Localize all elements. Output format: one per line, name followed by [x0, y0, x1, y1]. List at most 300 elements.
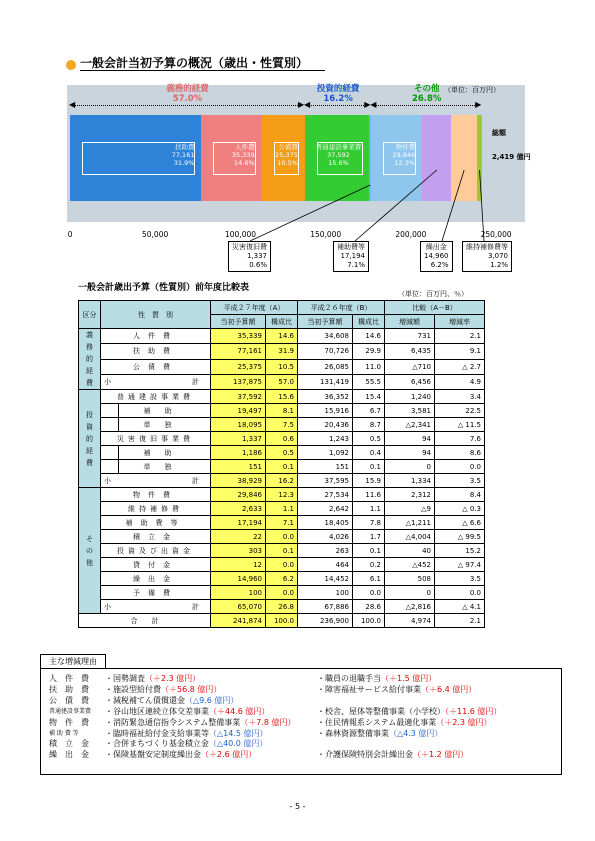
cell-value: 6,456 [385, 374, 435, 389]
cell-value: 40 [385, 544, 435, 558]
group-label: 投資的経費 [79, 390, 101, 488]
cell-value: 12 [211, 558, 266, 572]
table-row [79, 530, 485, 544]
reason-item: ・消防緊急通信指令システム整備事業 [105, 717, 241, 727]
table-row [79, 359, 485, 374]
total-value: 100.0 [353, 614, 385, 628]
row-label: 単独 [119, 460, 211, 474]
cell-value: 8.7 [353, 418, 385, 432]
indent-cell [101, 446, 119, 460]
header-seishitsu: 性 質 別 [101, 301, 211, 329]
cell-value: 0.0 [435, 460, 485, 474]
reason-text [105, 695, 238, 706]
reason-text [105, 717, 295, 728]
callout-pct: 6.2% [430, 261, 449, 269]
cell-value: 100 [298, 586, 353, 600]
cell-value: 15.2 [435, 544, 485, 558]
cell-value: 10.5 [266, 359, 298, 374]
cell-value: 9.1 [435, 344, 485, 359]
cell-value: 151 [211, 460, 266, 474]
cell-value: 731 [385, 329, 435, 344]
cell-value: 4.9 [435, 374, 485, 389]
table-row [79, 600, 485, 614]
cell-value: 0.0 [435, 586, 485, 600]
cell-value: 37,595 [298, 474, 353, 488]
cell-value: 303 [211, 544, 266, 558]
reason-item: ・臨時福祉給付金支給事業等 [105, 728, 209, 738]
table-row [79, 460, 485, 474]
total-value: 2.1 [435, 614, 485, 628]
cell-value: 3,581 [385, 404, 435, 418]
segment-name: 人件費 [235, 143, 255, 151]
leader-line-3 [480, 170, 484, 241]
callout-value: 17,194 [340, 252, 365, 260]
cell-value: 6.7 [353, 404, 385, 418]
table-row [79, 446, 485, 460]
leader-line-1 [355, 170, 437, 241]
cell-value: 28.6 [353, 600, 385, 614]
reason-text-right [317, 749, 468, 760]
cell-value: △2,816 [385, 600, 435, 614]
cell-value: 15.4 [353, 390, 385, 404]
reason-item: ・谷山地区連続立体交差事業 [105, 706, 209, 716]
cell-value: 27,534 [298, 488, 353, 502]
reason-amount: （△9.6 億円） [185, 695, 239, 705]
x-tick-label-4: 200,000 [395, 230, 427, 239]
cell-value: 20,436 [298, 418, 353, 432]
reason-amount: （△14.5 億円） [209, 728, 268, 738]
cell-value: 2,642 [298, 502, 353, 516]
total-row [79, 614, 485, 628]
reason-item: ・国勢調査 [105, 674, 145, 683]
cell-value: 0.4 [353, 446, 385, 460]
cell-value: 19,497 [211, 404, 266, 418]
row-label: 小計 [101, 600, 211, 614]
cell-value: 36,352 [298, 390, 353, 404]
cell-value: 464 [298, 558, 353, 572]
table-unit: （単位：百万円、％） [398, 290, 468, 298]
cell-value: 2,633 [211, 502, 266, 516]
table-row [79, 374, 485, 389]
row-label: 補助 [119, 446, 211, 460]
row-label: 投資及び出資金 [101, 544, 211, 558]
row-label: 補助 [119, 404, 211, 418]
reason-category: 補 助 費 等 [49, 729, 79, 737]
row-label: 災害復旧事業費 [101, 432, 211, 446]
reason-amount: （＋56.8 億円） [161, 684, 222, 694]
row-label: 公債費 [101, 359, 211, 374]
table-row [79, 474, 485, 488]
reason-amount: （＋2.6 億円） [201, 750, 257, 760]
header-budget: 当初予算額 [211, 315, 266, 329]
reason-text-right [317, 728, 442, 739]
cell-value: 22 [211, 530, 266, 544]
total-value: 4,974 [385, 614, 435, 628]
cell-value: 2.1 [435, 329, 485, 344]
page-number: - 5 - [289, 802, 306, 811]
segment-value: 35,339 [231, 151, 255, 159]
cell-value: 18,095 [211, 418, 266, 432]
cell-value: 1.1 [266, 502, 298, 516]
indent-cell [101, 418, 119, 432]
callout-pct: 1.2% [490, 261, 508, 269]
callout-0 [228, 241, 271, 272]
cell-value: 14.6 [266, 329, 298, 344]
cell-value: 6.2 [266, 572, 298, 586]
table-row [79, 432, 485, 446]
cell-value: 15.6 [266, 390, 298, 404]
reason-amount: （＋44.6 億円） [209, 706, 270, 716]
total-value: 241,874 [211, 614, 266, 628]
cell-value: 55.5 [353, 374, 385, 389]
reason-amount: （＋11.6 億円） [445, 706, 502, 716]
callout-name: 繰出金 [425, 243, 447, 251]
cell-value: 57.0 [266, 374, 298, 389]
header-fy26: 平成２６年度（B） [298, 301, 385, 315]
arrow-right-icon: ▶ [297, 100, 305, 109]
row-label: 繰出金 [101, 572, 211, 586]
cell-value: 151 [298, 460, 353, 474]
cell-value: 1,337 [211, 432, 266, 446]
reason-text-right [317, 673, 436, 684]
table-row [79, 344, 485, 359]
cell-value: 1,186 [211, 446, 266, 460]
row-label: 単独 [119, 418, 211, 432]
cell-value: 8.1 [266, 404, 298, 418]
cell-value: 100 [211, 586, 266, 600]
reason-amount: （＋2.3 億円） [436, 717, 492, 727]
segment-pct: 10.5% [277, 159, 298, 167]
row-label: 扶助費 [101, 344, 211, 359]
x-tick-label-0: 0 [67, 230, 73, 239]
reason-item: ・職員の退職手当 [317, 674, 381, 683]
callout-pct: 7.1% [347, 261, 365, 269]
cell-value: 11.6 [353, 488, 385, 502]
cell-value: 94 [385, 446, 435, 460]
total-label: 合 計 [79, 614, 211, 628]
table-row [79, 572, 485, 586]
cell-value: 0.0 [266, 586, 298, 600]
cell-value: 0.0 [266, 558, 298, 572]
segment-value: 29,846 [392, 151, 416, 159]
reason-item: ・校舎、屋体等整備事業（小学校） [317, 706, 445, 716]
cell-value: 77,161 [211, 344, 266, 359]
cell-value: 0.0 [353, 586, 385, 600]
reason-category: 積 立 金 [49, 739, 89, 749]
cell-value: 6.1 [353, 572, 385, 586]
category-name: その他 [413, 84, 440, 94]
callout-name: 災害復旧費 [232, 243, 267, 251]
reason-amount: （△40.0 億円） [208, 739, 268, 749]
table-row [79, 404, 485, 418]
cell-value: 34,608 [298, 329, 353, 344]
cell-value: 17,194 [211, 516, 266, 530]
table-title: 一般会計歳出予算（性質別）前年度比較表 [78, 283, 250, 293]
category-pct: 16.2% [323, 94, 353, 104]
row-label: 人件費 [101, 329, 211, 344]
callout-pct: 0.6% [249, 261, 267, 269]
cell-value: 70,726 [298, 344, 353, 359]
cell-value: △1,211 [385, 516, 435, 530]
header-rate: 増減率 [435, 315, 485, 329]
cell-value: 29,846 [211, 488, 266, 502]
x-tick-label-1: 50,000 [142, 230, 169, 239]
cell-value: 7.6 [435, 432, 485, 446]
segment-name: 普通建設事業費 [315, 143, 362, 151]
row-label: 予備費 [101, 586, 211, 600]
cell-value: 26,085 [298, 359, 353, 374]
reason-text [105, 684, 221, 695]
reason-category: 繰 出 金 [49, 750, 89, 760]
row-label: 小計 [101, 474, 211, 488]
header-row [79, 301, 485, 315]
cell-value: 22.5 [435, 404, 485, 418]
reason-text-right [317, 717, 491, 728]
callout-value: 14,960 [424, 252, 449, 260]
row-label: 補助費等 [101, 516, 211, 530]
reason-item: ・保険基盤安定制度繰出金 [105, 750, 201, 760]
reason-text [105, 706, 269, 717]
cell-value: 29.9 [353, 344, 385, 359]
reason-amount: （△4.3 億円） [389, 728, 443, 738]
header-budget: 当初予算額 [298, 315, 353, 329]
reason-category: 物 件 費 [49, 717, 89, 727]
table-row [79, 329, 485, 344]
cell-value: 1,243 [298, 432, 353, 446]
reason-item: ・施設型給付費 [105, 684, 161, 694]
reason-item: ・合併まちづくり基金積立金 [105, 739, 209, 749]
reason-amount: （＋1.5 億円） [381, 674, 437, 683]
leader-line-0 [250, 185, 370, 241]
total-label: 総額 [492, 129, 506, 137]
cell-value: 0 [385, 460, 435, 474]
reason-text [105, 738, 267, 749]
cell-value: 1.7 [353, 530, 385, 544]
cell-value: 18,405 [298, 516, 353, 530]
cell-value: 37,592 [211, 390, 266, 404]
cell-value: 0 [385, 586, 435, 600]
cell-value: 8.6 [435, 446, 485, 460]
cell-value: 0.0 [266, 530, 298, 544]
table-row [79, 502, 485, 516]
cell-value: 15,916 [298, 404, 353, 418]
row-label: 小計 [101, 374, 211, 389]
page-title: 一般会計当初予算の概況（歳出・性質別） [80, 56, 309, 70]
cell-value: 508 [385, 572, 435, 586]
arrow-right-icon: ▶ [364, 100, 371, 109]
cell-value: △ 0.3 [435, 502, 485, 516]
callout-1 [333, 241, 369, 272]
segment-pct: 15.6% [328, 159, 349, 167]
segment-name: 公債費 [278, 143, 298, 151]
chart-unit: （単位：百万円） [444, 86, 500, 94]
category-pct: 57.0% [172, 94, 203, 104]
header-hikaku: 比較（A－B） [385, 301, 485, 315]
cell-value: △ 2.7 [435, 359, 485, 374]
reason-item: ・介護保険特別会計繰出金 [317, 750, 413, 760]
table-row [79, 558, 485, 572]
table-row [79, 390, 485, 404]
table-row [79, 586, 485, 600]
total-value: 236,900 [298, 614, 353, 628]
reason-category: 人 件 費 [49, 674, 89, 683]
segment-value: 37,592 [327, 151, 350, 159]
segment-pct: 14.6% [234, 159, 255, 167]
segment-name: 物件費 [395, 143, 416, 151]
cell-value: △710 [385, 359, 435, 374]
category-pct: 26.8% [411, 94, 442, 104]
category-name: 義務的経費 [166, 84, 209, 94]
row-label: 維持補修費 [101, 502, 211, 516]
reason-amount: （＋7.8 億円） [240, 717, 296, 727]
cell-value: 7.1 [266, 516, 298, 530]
x-tick-label-5: 250,000 [480, 230, 512, 239]
row-label: 普通建設事業費 [101, 390, 211, 404]
cell-value: △452 [385, 558, 435, 572]
cell-value: 0.2 [353, 558, 385, 572]
cell-value: 131,419 [298, 374, 353, 389]
cell-value: 14,960 [211, 572, 266, 586]
cell-value: 3.5 [435, 572, 485, 586]
reason-category: 公 債 費 [49, 695, 89, 705]
comparison-table [78, 300, 485, 628]
cell-value: 0.1 [266, 544, 298, 558]
table-row [79, 544, 485, 558]
cell-value: 0.5 [353, 432, 385, 446]
reason-item: ・障害福祉サービス給付事業 [317, 684, 421, 694]
segment-name: 扶助費 [174, 143, 195, 151]
header-kubun: 区分 [79, 301, 101, 329]
cell-value: 65,070 [211, 600, 266, 614]
cell-value: 35,339 [211, 329, 266, 344]
cell-value: 1,334 [385, 474, 435, 488]
category-name: 投資的経費 [316, 84, 360, 94]
cell-value: 0.1 [353, 460, 385, 474]
reason-text-right [317, 706, 501, 717]
cell-value: 1,240 [385, 390, 435, 404]
callout-name: 維持補修費等 [466, 243, 508, 251]
reason-category: 扶 助 費 [49, 684, 89, 694]
table-row [79, 418, 485, 432]
segment-pct: 12.3% [394, 159, 416, 167]
total-value: 2,419 億円 [492, 153, 531, 161]
segment-value: 77,161 [171, 151, 195, 159]
cell-value: △ 4.1 [435, 600, 485, 614]
reason-text-right [317, 684, 476, 695]
callout-2 [420, 241, 453, 272]
cell-value: 0.1 [353, 544, 385, 558]
cell-value: 263 [298, 544, 353, 558]
cell-value: 3.5 [435, 474, 485, 488]
callout-value: 1,337 [246, 252, 267, 260]
leader-line-2 [442, 170, 464, 241]
header-ratio: 構成比 [266, 315, 298, 329]
reasons-box [40, 668, 562, 775]
cell-value: 0.6 [266, 432, 298, 446]
row-label: 貸付金 [101, 558, 211, 572]
arrow-left-icon: ◀ [69, 100, 76, 109]
row-label: 物件費 [101, 488, 211, 502]
cell-value: 11.0 [353, 359, 385, 374]
cell-value: 0.5 [266, 446, 298, 460]
total-value: 100.0 [266, 614, 298, 628]
reason-text [105, 728, 268, 739]
cell-value: 67,886 [298, 600, 353, 614]
cell-value: 3.4 [435, 390, 485, 404]
callout-name: 補助費等 [337, 243, 365, 251]
cell-value: 7.8 [353, 516, 385, 530]
cell-value: 38,929 [211, 474, 266, 488]
cell-value: △ 97.4 [435, 558, 485, 572]
cell-value: 8.4 [435, 488, 485, 502]
cell-value: 14.6 [353, 329, 385, 344]
reason-amount: （＋6.4 億円） [421, 684, 477, 694]
group-label: その他 [79, 488, 101, 614]
cell-value: △ 11.5 [435, 418, 485, 432]
cell-value: △ 99.5 [435, 530, 485, 544]
cell-value: 94 [385, 432, 435, 446]
header-ratio: 構成比 [353, 315, 385, 329]
reason-item: ・森林資源整備事業 [317, 728, 389, 738]
cell-value: △2,341 [385, 418, 435, 432]
arrow-left-icon: ◀ [370, 100, 377, 109]
indent-cell [101, 460, 119, 474]
cell-value: 25,375 [211, 359, 266, 374]
reason-amount: （＋1.2 億円） [413, 750, 469, 760]
x-tick-label-3: 150,000 [310, 230, 342, 239]
reason-text [105, 749, 256, 760]
indent-cell [101, 404, 119, 418]
table-row [79, 488, 485, 502]
header-fy27: 平成２７年度（A） [211, 301, 298, 315]
reasons-title: 主な増減理由 [40, 654, 106, 669]
cell-value: 14,452 [298, 572, 353, 586]
reason-item: ・住民情報系システム最適化事業 [317, 717, 437, 727]
cell-value: 137,875 [211, 374, 266, 389]
callout-value: 3,070 [487, 252, 508, 260]
x-tick-label-2: 100,000 [225, 230, 257, 239]
row-label: 積立金 [101, 530, 211, 544]
reason-text [105, 673, 200, 684]
cell-value: △4,004 [385, 530, 435, 544]
cell-value: △9 [385, 502, 435, 516]
cell-value: △ 6.6 [435, 516, 485, 530]
cell-value: 4,026 [298, 530, 353, 544]
reason-amount: （＋2.3 億円） [145, 674, 201, 683]
segment-pct: 31.9% [173, 159, 195, 167]
arrow-left-icon: ◀ [303, 100, 311, 109]
cell-value: 6,435 [385, 344, 435, 359]
cell-value: 15.9 [353, 474, 385, 488]
cell-value: 7.5 [266, 418, 298, 432]
cell-value: 2,312 [385, 488, 435, 502]
cell-value: 16.2 [266, 474, 298, 488]
header-diff: 増減額 [385, 315, 435, 329]
group-label: 義務的経費 [79, 329, 101, 390]
reason-category: 普通建設事業費 [49, 707, 92, 715]
cell-value: 1.1 [353, 502, 385, 516]
table-row [79, 516, 485, 530]
reason-item: ・減税補てん債償還金 [105, 695, 185, 705]
arrow-right-icon: ▶ [475, 100, 482, 109]
cell-value: 0.1 [266, 460, 298, 474]
cell-value: 12.3 [266, 488, 298, 502]
cell-value: 1,092 [298, 446, 353, 460]
cell-value: 31.9 [266, 344, 298, 359]
callout-3 [462, 241, 512, 272]
segment-value: 25,375 [275, 151, 298, 159]
cell-value: 26.8 [266, 600, 298, 614]
